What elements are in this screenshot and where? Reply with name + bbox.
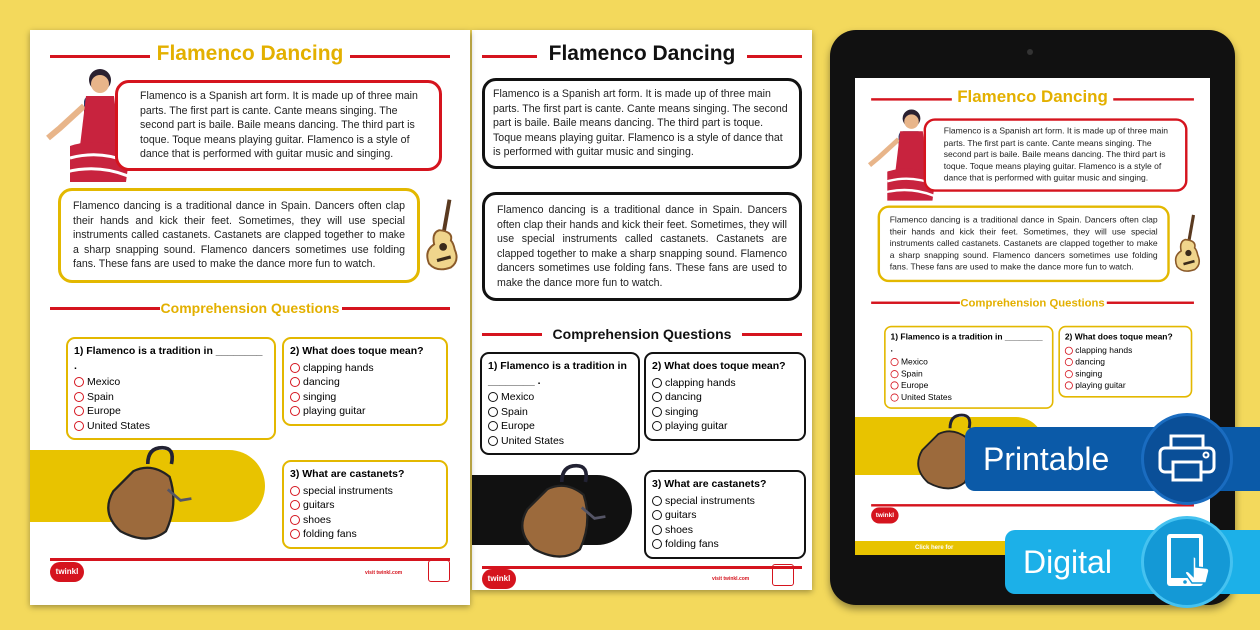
question-1-card (884, 326, 1053, 409)
answer-option[interactable] (290, 513, 440, 528)
radio-button[interactable] (290, 392, 300, 402)
question-text: 3) What are castanets? (290, 468, 405, 480)
radio-button[interactable] (74, 421, 84, 431)
option-label: guitars (665, 509, 697, 521)
worksheet-color (30, 30, 470, 605)
radio-button[interactable] (74, 392, 84, 402)
worksheet-title: Flamenco Dancing (156, 42, 344, 65)
radio-button[interactable] (652, 378, 662, 388)
option-label: United States (900, 392, 952, 403)
question-text: 3) What are castanets? (652, 478, 767, 490)
radio-button[interactable] (290, 363, 300, 373)
worksheet-bw (472, 30, 812, 590)
answer-option[interactable] (488, 419, 632, 434)
radio-button[interactable] (488, 407, 498, 417)
option-label: Europe (501, 420, 535, 432)
printable-badge (965, 427, 1260, 491)
answer-option[interactable] (1065, 380, 1186, 392)
question-text: 1) Flamenco is a tradition in ________ . (74, 345, 263, 372)
dance-paragraph: Flamenco dancing is a traditional dance in Spain. Dancers often clap their hands and kick their feet. Sometimes, they will use special instruments called castanets. Castanets are clapped together to make a sharp snapping sound. Flamenco dancers sometimes use folding fans. These fans are used to make the dance more fun to watch. (889, 215, 1158, 272)
radio-button[interactable] (652, 421, 662, 431)
option-label: playing guitar (1075, 380, 1126, 391)
twinkl-logo[interactable]: twinkl (482, 569, 516, 589)
intro-paragraph: Flamenco is a Spanish art form. It is made up of three main parts. The first part is cante. Cante means singing. The second part is baile. Baile means dancing. The third part is toque. Toque means playing guitar. Flamenco is a style of dance that is performed with guitar music and singing. (943, 126, 1169, 183)
option-label: singing (303, 390, 337, 403)
worksheet-title: Flamenco Dancing (548, 42, 736, 65)
answer-option[interactable] (652, 523, 798, 538)
answer-option[interactable] (891, 368, 1048, 380)
option-label: clapping hands (1075, 345, 1133, 356)
answer-option[interactable] (74, 404, 268, 419)
option-label: clapping hands (665, 376, 736, 389)
option-label: dancing (303, 376, 340, 388)
option-label: special instruments (303, 484, 393, 497)
option-label: United States (87, 419, 151, 432)
radio-button[interactable] (74, 406, 84, 416)
option-label: singing (665, 405, 699, 418)
answer-option[interactable] (290, 375, 440, 390)
answer-option[interactable] (652, 537, 798, 552)
question-text: 2) What does toque mean? (1064, 332, 1173, 342)
answer-option[interactable] (290, 361, 440, 376)
radio-button[interactable] (488, 436, 498, 446)
option-label: Spain (900, 368, 923, 379)
option-label: Spain (87, 390, 114, 403)
option-label: Europe (87, 405, 121, 417)
footer-rule (482, 566, 802, 569)
castanets-illustration (502, 462, 617, 562)
radio-button[interactable] (891, 370, 899, 378)
answer-option[interactable] (488, 434, 632, 449)
dance-paragraph: Flamenco dancing is a traditional dance in Spain. Dancers often clap their hands and kick their feet. Sometimes, they will use special instruments called castanets. Castanets are clapped together to make a sharp snapping sound. Flamenco dancers sometimes use folding fans. These fans are used to make the dance more fun to watch. (497, 204, 787, 289)
section-heading: Comprehension Questions (160, 300, 340, 316)
camera (1027, 49, 1033, 55)
question-2-card (1058, 326, 1192, 397)
radio-button[interactable] (891, 382, 899, 390)
quality-stamp-icon (428, 560, 450, 582)
answer-option[interactable] (652, 494, 798, 509)
tablet-touch-icon (1141, 516, 1233, 608)
radio-button[interactable] (488, 392, 498, 402)
answer-option[interactable] (652, 390, 798, 405)
answer-option[interactable] (1065, 345, 1186, 357)
guitar-illustration (1170, 199, 1206, 288)
option-label: Spain (501, 405, 528, 418)
question-2-card (644, 352, 806, 441)
question-3-card (644, 470, 806, 559)
answer-option[interactable] (290, 390, 440, 405)
answer-option[interactable] (652, 405, 798, 420)
answer-option[interactable] (891, 356, 1048, 368)
answer-option[interactable] (652, 376, 798, 391)
question-text: 1) Flamenco is a tradition in ________ . (488, 360, 627, 387)
section-heading: Comprehension Questions (552, 326, 732, 342)
answer-option[interactable] (74, 390, 268, 405)
question-text: 2) What does toque mean? (290, 345, 424, 357)
option-label: United States (501, 434, 565, 447)
radio-button[interactable] (1065, 358, 1073, 366)
answer-option[interactable] (891, 392, 1048, 404)
radio-button[interactable] (290, 500, 300, 510)
radio-button[interactable] (74, 377, 84, 387)
dance-paragraph-box (58, 188, 420, 283)
radio-button[interactable] (1065, 370, 1073, 378)
answer-option[interactable] (1065, 368, 1186, 380)
option-label: singing (1075, 368, 1103, 379)
dance-paragraph: Flamenco dancing is a traditional dance in Spain. Dancers often clap their hands and kick their feet. Sometimes, they will use special instruments called castanets. Castanets are clapped together to make a sharp snapping sound. Flamenco dancers sometimes use folding fans. These fans are used to make the dance more fun to watch. (73, 200, 405, 270)
click-here-bar[interactable]: Click here for (855, 541, 1210, 555)
radio-button[interactable] (652, 525, 662, 535)
option-label: playing guitar (665, 420, 728, 432)
dance-paragraph-box (482, 192, 802, 301)
radio-button[interactable] (652, 510, 662, 520)
twinkl-logo[interactable]: twinkl (871, 507, 898, 523)
castanets-illustration (88, 444, 203, 544)
option-label: folding fans (303, 528, 357, 540)
radio-button[interactable] (1065, 347, 1073, 355)
digital-badge (1005, 530, 1260, 594)
intro-paragraph: Flamenco is a Spanish art form. It is made up of three main parts. The first part is cante. Cante means singing. The second part is baile. Baile means dancing. The third part is toque. Toque means playing guitar. Flamenco is a style of dance that is performed with guitar music and singing. (493, 88, 788, 158)
footer-rule (871, 504, 1194, 506)
radio-button[interactable] (488, 421, 498, 431)
twinkl-logo[interactable]: twinkl (50, 562, 84, 582)
option-label: dancing (1075, 357, 1105, 367)
radio-button[interactable] (1065, 382, 1073, 390)
radio-button[interactable] (290, 515, 300, 525)
option-label: special instruments (665, 494, 755, 507)
answer-option[interactable] (488, 405, 632, 420)
footer-rule (50, 558, 450, 561)
answer-option[interactable] (488, 390, 632, 405)
radio-button[interactable] (290, 486, 300, 496)
question-1-card (66, 337, 276, 440)
option-label: playing guitar (303, 405, 366, 417)
option-label: Mexico (87, 376, 121, 388)
answer-option[interactable] (290, 484, 440, 499)
question-3-card (282, 460, 448, 549)
question-text: 2) What does toque mean? (652, 360, 786, 372)
answer-option[interactable] (652, 419, 798, 434)
option-label: dancing (665, 391, 702, 403)
answer-option[interactable] (290, 498, 440, 513)
radio-button[interactable] (290, 377, 300, 387)
answer-option[interactable] (891, 380, 1048, 392)
option-label: shoes (665, 523, 694, 536)
dance-paragraph-box (878, 206, 1170, 282)
radio-button[interactable] (652, 496, 662, 506)
visit-link[interactable]: visit twinkl.com (365, 570, 403, 576)
quality-stamp-icon (772, 564, 794, 586)
option-label: Europe (900, 380, 929, 391)
answer-option[interactable] (652, 508, 798, 523)
intro-paragraph: Flamenco is a Spanish art form. It is made up of three main parts. The first part is cante. Cante means singing. The second part is baile. Baile means dancing. The third part is toque. Toque means playing guitar. Flamenco is a style of dance that is performed with guitar music and singing. (140, 90, 418, 160)
answer-option[interactable] (74, 375, 268, 390)
section-heading: Comprehension Questions (960, 295, 1105, 309)
radio-button[interactable] (652, 539, 662, 549)
printable-label: Printable (983, 440, 1110, 477)
question-text: 1) Flamenco is a tradition in ________ . (890, 332, 1043, 354)
visit-link[interactable]: visit twinkl.com (712, 576, 750, 582)
radio-button[interactable] (652, 392, 662, 402)
answer-option[interactable] (1065, 356, 1186, 368)
radio-button[interactable] (652, 407, 662, 417)
digital-label: Digital (1023, 543, 1112, 580)
radio-button[interactable] (891, 393, 899, 401)
printer-icon (1141, 413, 1233, 505)
option-label: clapping hands (303, 361, 374, 374)
radio-button[interactable] (891, 358, 899, 366)
intro-paragraph-box (482, 78, 802, 169)
radio-button[interactable] (290, 529, 300, 539)
intro-paragraph-box (924, 118, 1188, 191)
question-2-card (282, 337, 448, 426)
option-label: guitars (303, 499, 335, 511)
option-label: Mexico (900, 357, 928, 367)
answer-option[interactable] (290, 527, 440, 542)
answer-option[interactable] (290, 404, 440, 419)
intro-paragraph-box (115, 80, 442, 171)
option-label: shoes (303, 513, 332, 526)
worksheet-title: Flamenco Dancing (957, 87, 1108, 107)
question-1-card (480, 352, 640, 455)
option-label: folding fans (665, 538, 719, 550)
answer-option[interactable] (74, 419, 268, 434)
radio-button[interactable] (290, 406, 300, 416)
option-label: Mexico (501, 391, 535, 403)
guitar-illustration (420, 180, 465, 290)
